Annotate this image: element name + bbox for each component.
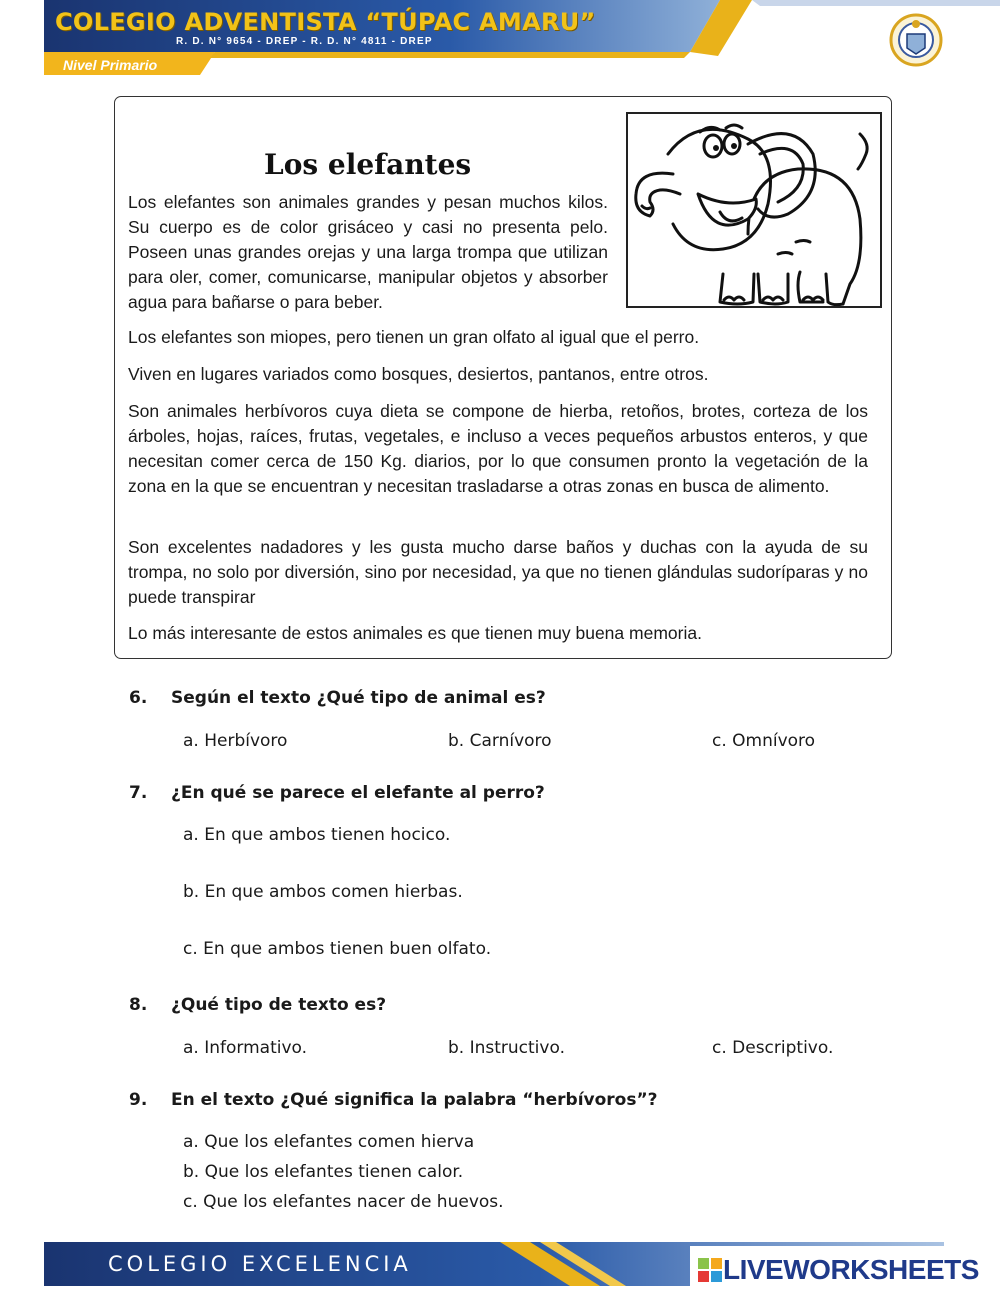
question-8-number: 8. (129, 995, 148, 1015)
question-7-option-a[interactable]: a. En que ambos tienen hocico. (183, 825, 451, 845)
question-7-number: 7. (129, 783, 148, 803)
reading-paragraph: Son animales herbívoros cuya dieta se compone de hierba, retoños, brotes, corteza de los árboles, hojas, raíces, frutas, vegetales, e incluso a veces pequeños arbustos enteros, y que necesitan comer cerca de 150 Kg. diarios, por lo que consumen pronto la vegetación de la zona en la que se encuentran y necesitan trasladarse a otras zonas en busca de alimento. (128, 401, 868, 496)
question-7-option-c[interactable]: c. En que ambos tienen buen olfato. (183, 939, 492, 959)
liveworksheets-logo[interactable] (697, 1253, 979, 1287)
question-9-option-b[interactable]: b. Que los elefantes tienen calor. (183, 1162, 464, 1182)
reading-paragraph: Viven en lugares variados como bosques, desiertos, pantanos, entre otros. (128, 364, 709, 384)
question-8-option-a[interactable]: a. Informativo. (183, 1038, 308, 1058)
question-9-text: En el texto ¿Qué significa la palabra “herbívoros”? (171, 1090, 658, 1110)
question-6-number: 6. (129, 688, 148, 708)
question-9-number: 9. (129, 1090, 148, 1110)
question-9-option-c[interactable]: c. Que los elefantes nacer de huevos. (183, 1192, 504, 1212)
question-8-option-c[interactable]: c. Descriptivo. (712, 1038, 834, 1058)
question-9-option-a[interactable]: a. Que los elefantes comen hierva (183, 1132, 475, 1152)
page-header (0, 0, 1000, 80)
question-6-text: Según el texto ¿Qué tipo de animal es? (171, 688, 546, 708)
question-7-option-b[interactable]: b. En que ambos comen hierbas. (183, 882, 463, 902)
question-6-option-c[interactable]: c. Omnívoro (712, 731, 816, 751)
question-6-option-b[interactable]: b. Carnívoro (448, 731, 552, 751)
liveworksheets-brand: LIVEWORKSHEETS (723, 1254, 979, 1285)
question-6-option-a[interactable]: a. Herbívoro (183, 731, 288, 751)
reading-intro: Los elefantes son animales grandes y pesan muchos kilos. Su cuerpo es de color grisáceo y casi no presenta pelo. Poseen unas grandes orejas y una larga trompa que utilizan para oler, comer, comunicarse, manipular objetos y absorber agua para bañarse o para beber. (128, 192, 608, 312)
reading-title: Los elefantes (264, 148, 472, 181)
question-7-text: ¿En qué se parece el elefante al perro? (171, 783, 545, 803)
school-resolutions: R. D. N° 9654 - DREP - R. D. N° 4811 - DREP (176, 36, 433, 47)
school-name: COLEGIO ADVENTISTA “TÚPAC AMARU” (55, 8, 596, 36)
school-crest-icon (888, 12, 944, 68)
question-8-option-b[interactable]: b. Instructivo. (448, 1038, 565, 1058)
elephant-image-frame (626, 112, 882, 308)
elephant-illustration-icon (628, 114, 880, 306)
liveworksheets-cubes-icon (697, 1257, 723, 1283)
reading-paragraph: Los elefantes son miopes, pero tienen un gran olfato al igual que el perro. (128, 327, 700, 347)
level-label: Nivel Primario (63, 57, 158, 73)
reading-paragraph: Lo más interesante de estos animales es que tienen muy buena memoria. (128, 623, 702, 643)
question-8-text: ¿Qué tipo de texto es? (171, 995, 387, 1015)
reading-paragraph: Son excelentes nadadores y les gusta mucho darse baños y duchas con la ayuda de su trompa, no solo por diversión, sino por necesidad, ya que no tienen glándulas sudoríparas y no puede transpirar (128, 537, 868, 607)
footer-motto: COLEGIO EXCELENCIA (108, 1252, 412, 1276)
